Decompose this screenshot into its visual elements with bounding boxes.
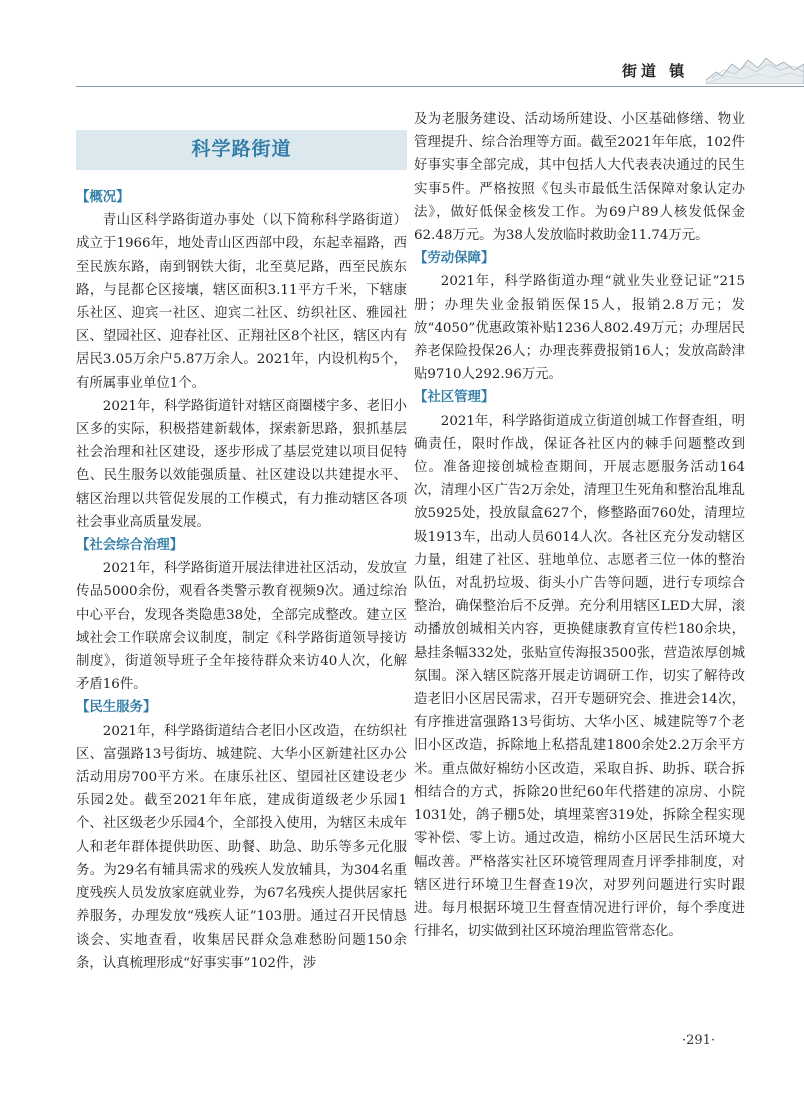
section-heading: 【劳动保障】 xyxy=(414,251,495,267)
left-column-body xyxy=(76,186,407,975)
body-paragraph: 2021年，科学路街道开展法律进社区活动，发放宣传品5000余份，观看各类警示教育视频9次。通过综治中心平台，发现各类隐患38处，全部完成整改。建立区域社会工作联席会议制度，制定《科学路街道领导接访制度》，街道领导班子全年接待群众来访40人次，化解矛盾16件。 xyxy=(76,561,407,693)
running-header xyxy=(0,48,804,88)
article-title-band xyxy=(76,130,407,170)
body-paragraph: 青山区科学路街道办事处（以下简称科学路街道）成立于1966年，地处青山区西部中段，东起幸福路，西至民族东路，南到钢铁大街，北至莫尼路，西至民族东路，与昆都仑区接壤，辖区面积3.11平方千米，下辖康乐社区、迎宾一社区、迎宾二社区、纺织社区、雅园社区、望园社区、迎春社区、正翔社区8个社区，辖区内有居民3.05万余户5.87万余人。2021年，内设机构5个，有所属事业单位1个。 xyxy=(76,213,407,391)
column-right xyxy=(414,108,745,943)
body-paragraph: 2021年，科学路街道成立街道创城工作督查组，明确责任，限时作战，保证各社区内的棘手问题整改到位。准备迎接创城检查期间，开展志愿服务活动164次，清理小区广告2万余处，清理卫生死角和整治乱堆乱放5925处，投放鼠盒627个，修整路面760处，清理垃圾1913车，出动人员6014人次。各社区充分发动辖区力量，组建了社区、驻地单位、志愿者三位一体的整治队伍，对乱扔垃圾、街头小广告等问题，进行专项综合整治，确保整治后不反弹。充分利用辖区LED大屏，滚动播放创城相关内容，更换健康教育宣传栏180余块，悬挂条幅332处，张贴宣传海报3500张，营造浓厚创城氛围。深入辖区院落开展走访调研工作，切实了解待改造老旧小区居民需求，召开专题研究会、推进会14次，有序推进富强路13号街坊、大华小区、城建院等7个老旧小区改造，拆除地上私搭乱建1800余处2.2万余平方米。重点做好棉纺小区改造，采取自拆、助拆、联合拆相结合的方式，拆除20世纪60年代搭建的凉房、小院1031处，鸽子棚5处，填埋菜窖319处，拆除全程实现零补偿、零上访。通过改造，棉纺小区居民生活环境大幅改善。严格落实社区环境管理周查月评季排制度，对辖区进行环境卫生督查19次，对罗列问题进行实时跟进。每月根据环境卫生督查情况进行评价，每个季度进行排名，切实做到社区环境治理监管常态化。 xyxy=(414,413,745,940)
section-heading: 【社区管理】 xyxy=(414,390,495,406)
page-number: ·291· xyxy=(682,1033,716,1048)
section-heading: 【民生服务】 xyxy=(76,700,157,716)
right-column-body xyxy=(414,108,745,943)
section-heading: 【概况】 xyxy=(76,190,130,205)
section-heading: 【社会综合治理】 xyxy=(76,538,184,554)
header-rule xyxy=(76,86,804,87)
header-title: 街道 镇 xyxy=(622,62,689,80)
mountain-decoration-icon xyxy=(706,50,804,84)
body-paragraph: 2021年，科学路街道办理“就业失业登记证”215册；办理失业金报销医保15人，报销2.8万元；发放“4050”优惠政策补贴1236人802.49万元；办理居民养老保险投保26人；办理丧葬费报销16人；发放高龄津贴9710人292.96万元。 xyxy=(414,274,745,383)
column-left xyxy=(76,108,407,975)
body-paragraph: 及为老服务建设、活动场所建设、小区基础修缮、物业管理提升、综合治理等方面。截至2021年年底，102件好事实事全部完成，其中包括人大代表表决通过的民生实事5件。严格按照《包头市最低生活保障对象认定办法》，做好低保金核发工作。为69户89人核发低保金62.48万元。为38人发放临时救助金11.74万元。 xyxy=(414,112,745,244)
body-paragraph: 2021年，科学路街道针对辖区商圈楼宇多、老旧小区多的实际，积极搭建新载体，探索新思路，狠抓基层社会治理和社区建设，逐步形成了基层党建以项目促特色、民生服务以效能强质量、社区建设以共建提水平、辖区治理以共管促发展的工作模式，有力推动辖区各项社会事业高质量发展。 xyxy=(76,398,407,530)
body-paragraph: 2021年，科学路街道结合老旧小区改造，在纺织社区、富强路13号街坊、城建院、大华小区新建社区办公活动用房700平方米。在康乐社区、望园社区建设老少乐园2处。截至2021年年底，建成街道级老少乐园1个、社区级老少乐园4个，全部投入使用，为辖区未成年人和老年群体提供助医、助餐、助急、助乐等多元化服务。为29名有辅具需求的残疾人发放辅具，为304名重度残疾人员发放家庭就业券，为67名残疾人提供居家托养服务，办理发放“残疾人证”103册。通过召开民情恳谈会、实地查看，收集居民群众急难愁盼问题150余条，认真梳理形成“好事实事”102件，涉 xyxy=(76,723,407,971)
article-title: 科学路街道 xyxy=(191,138,292,161)
